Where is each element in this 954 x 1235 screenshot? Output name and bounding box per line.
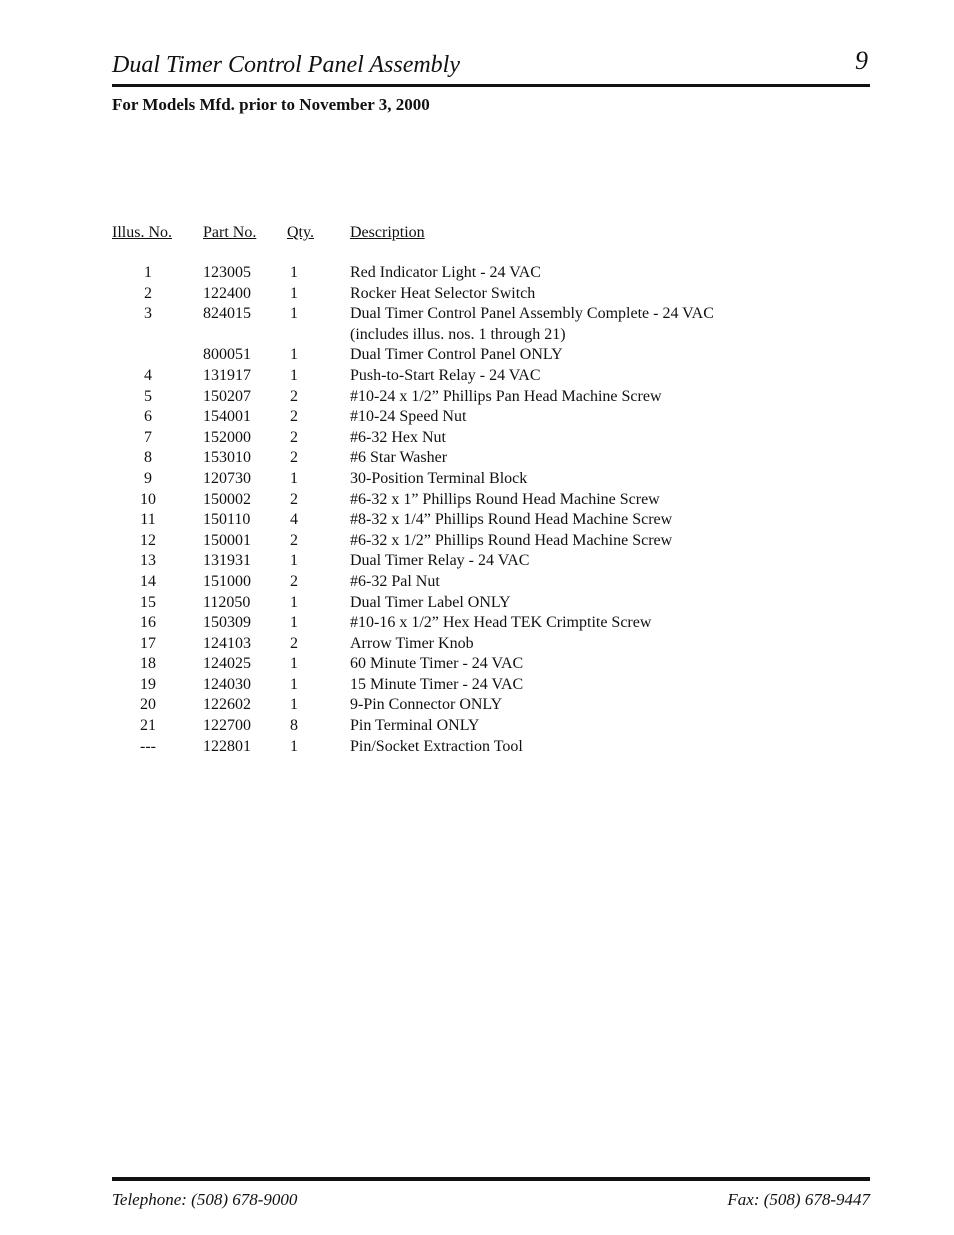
part-no-cell: 151000 xyxy=(203,572,251,590)
illus-no-cell: 2 xyxy=(144,284,152,302)
table-row xyxy=(112,675,792,696)
part-no-cell: 150002 xyxy=(203,490,251,508)
column-header-description: Description xyxy=(350,224,425,241)
description-line: 9-Pin Connector ONLY xyxy=(350,696,503,714)
description-line: 60 Minute Timer - 24 VAC xyxy=(350,655,524,673)
description-cell xyxy=(350,572,792,593)
part-no-cell: 122400 xyxy=(203,284,251,302)
qty-cell: 1 xyxy=(290,284,298,302)
illus-no-cell: 11 xyxy=(140,511,156,529)
description-line: #6 Star Washer xyxy=(350,449,448,467)
table-row xyxy=(112,572,792,593)
qty-cell: 4 xyxy=(290,511,298,529)
description-cell xyxy=(350,510,792,531)
table-row xyxy=(112,593,792,614)
description-line: (includes illus. nos. 1 through 21) xyxy=(350,325,566,343)
illus-no-cell: 12 xyxy=(140,531,156,549)
part-no-cell: 122801 xyxy=(203,737,251,755)
qty-cell: 1 xyxy=(290,366,298,384)
description-line: Red Indicator Light - 24 VAC xyxy=(350,264,541,281)
page-number: 9 xyxy=(855,46,868,75)
description-cell xyxy=(350,716,792,737)
illus-no-cell: 6 xyxy=(144,408,152,426)
illus-no-cell: 15 xyxy=(140,593,156,611)
illus-no-cell: 20 xyxy=(140,696,156,714)
table-row xyxy=(112,531,792,552)
qty-cell: 1 xyxy=(290,696,298,714)
table-row xyxy=(112,634,792,655)
description-cell xyxy=(350,428,792,449)
qty-cell: 2 xyxy=(290,572,298,590)
illus-no-cell: 4 xyxy=(144,366,152,384)
illus-no-cell: 8 xyxy=(144,449,152,467)
illus-no-cell: 7 xyxy=(144,428,152,446)
table-row xyxy=(112,428,792,449)
description-cell xyxy=(350,469,792,490)
part-no-cell: 131917 xyxy=(203,366,251,384)
qty-cell: 1 xyxy=(290,264,298,281)
part-no-cell: 150001 xyxy=(203,531,251,549)
qty-cell: 1 xyxy=(290,655,298,673)
table-row xyxy=(112,551,792,572)
parts-table xyxy=(112,222,792,757)
description-cell xyxy=(350,593,792,614)
table-row xyxy=(112,613,792,634)
description-line: #10-24 x 1/2” Phillips Pan Head Machine Screw xyxy=(350,387,662,405)
illus-no-cell: 18 xyxy=(140,655,156,673)
qty-cell: 2 xyxy=(290,408,298,426)
description-line: Pin Terminal ONLY xyxy=(350,717,480,735)
table-row xyxy=(112,490,792,511)
table-row xyxy=(112,737,792,758)
description-cell xyxy=(350,551,792,572)
qty-cell: 2 xyxy=(290,531,298,549)
illus-no-cell: 3 xyxy=(144,305,152,323)
part-no-cell: 131931 xyxy=(203,552,251,570)
illus-no-cell: 13 xyxy=(140,552,156,570)
description-cell xyxy=(350,407,792,428)
part-no-cell: 150110 xyxy=(203,511,251,529)
qty-cell: 2 xyxy=(290,490,298,508)
part-no-cell: 154001 xyxy=(203,408,251,426)
description-line: #10-24 Speed Nut xyxy=(350,408,467,426)
illus-no-cell: --- xyxy=(140,737,156,755)
description-line: Push-to-Start Relay - 24 VAC xyxy=(350,366,541,384)
part-no-cell: 800051 xyxy=(203,346,251,364)
qty-cell: 1 xyxy=(290,346,298,364)
header-divider xyxy=(112,84,870,87)
table-row xyxy=(112,469,792,490)
qty-cell: 1 xyxy=(290,552,298,570)
description-cell xyxy=(350,448,792,469)
description-line: 30-Position Terminal Block xyxy=(350,469,528,487)
table-row xyxy=(112,407,792,428)
description-cell xyxy=(350,531,792,552)
footer-divider xyxy=(112,1177,870,1181)
description-line: #6-32 x 1” Phillips Round Head Machine Screw xyxy=(350,490,660,508)
illus-no-cell: 14 xyxy=(140,572,156,590)
part-no-cell: 124025 xyxy=(203,655,251,673)
table-row xyxy=(112,654,792,675)
qty-cell: 1 xyxy=(290,593,298,611)
description-line: #6-32 x 1/2” Phillips Round Head Machine Screw xyxy=(350,531,673,549)
qty-cell: 2 xyxy=(290,387,298,405)
description-line: Dual Timer Label ONLY xyxy=(350,593,511,611)
column-header-illus-no: Illus. No. xyxy=(112,224,172,241)
table-row xyxy=(112,510,792,531)
description-line: #10-16 x 1/2” Hex Head TEK Crimptite Screw xyxy=(350,614,652,632)
description-cell xyxy=(350,284,792,305)
table-row xyxy=(112,263,792,284)
part-no-cell: 150207 xyxy=(203,387,251,405)
table-row xyxy=(112,284,792,305)
table-row xyxy=(112,448,792,469)
part-no-cell: 112050 xyxy=(203,593,251,611)
part-no-cell: 123005 xyxy=(203,264,251,281)
illus-no-cell: 17 xyxy=(140,634,156,652)
column-header-qty: Qty. xyxy=(287,224,314,241)
qty-cell: 1 xyxy=(290,305,298,323)
description-line: Arrow Timer Knob xyxy=(350,634,474,652)
part-no-cell: 124030 xyxy=(203,675,251,693)
description-cell xyxy=(350,490,792,511)
description-cell xyxy=(350,695,792,716)
illus-no-cell: 10 xyxy=(140,490,156,508)
qty-cell: 1 xyxy=(290,469,298,487)
description-cell xyxy=(350,345,792,366)
description-line: 15 Minute Timer - 24 VAC xyxy=(350,675,524,693)
illus-no-cell: 21 xyxy=(140,717,156,735)
qty-cell: 1 xyxy=(290,737,298,755)
table-row xyxy=(112,366,792,387)
part-no-cell: 124103 xyxy=(203,634,251,652)
description-line: #6-32 Hex Nut xyxy=(350,428,446,446)
description-line: Pin/Socket Extraction Tool xyxy=(350,737,523,755)
part-no-cell: 120730 xyxy=(203,469,251,487)
page-title: Dual Timer Control Panel Assembly xyxy=(112,52,460,78)
column-header-part-no: Part No. xyxy=(203,224,257,241)
description-line: #8-32 x 1/4” Phillips Round Head Machine Screw xyxy=(350,511,673,529)
table-row xyxy=(112,345,792,366)
table-row xyxy=(112,387,792,408)
description-line: Dual Timer Relay - 24 VAC xyxy=(350,552,530,570)
description-cell xyxy=(350,613,792,634)
part-no-cell: 824015 xyxy=(203,305,251,323)
table-header xyxy=(112,222,792,244)
table-body xyxy=(112,263,792,757)
footer-telephone: Telephone: (508) 678-9000 xyxy=(112,1190,298,1209)
qty-cell: 1 xyxy=(290,675,298,693)
description-cell xyxy=(350,263,792,284)
description-cell xyxy=(350,366,792,387)
table-row xyxy=(112,695,792,716)
part-no-cell: 153010 xyxy=(203,449,251,467)
description-line: Rocker Heat Selector Switch xyxy=(350,284,536,302)
qty-cell: 8 xyxy=(290,717,298,735)
illus-no-cell: 19 xyxy=(140,675,156,693)
qty-cell: 2 xyxy=(290,449,298,467)
description-line: #6-32 Pal Nut xyxy=(350,572,440,590)
illus-no-cell: 5 xyxy=(144,387,152,405)
qty-cell: 2 xyxy=(290,428,298,446)
part-no-cell: 122602 xyxy=(203,696,251,714)
table-row xyxy=(112,304,792,345)
description-cell xyxy=(350,387,792,408)
part-no-cell: 122700 xyxy=(203,717,251,735)
part-no-cell: 150309 xyxy=(203,614,251,632)
description-line: Dual Timer Control Panel ONLY xyxy=(350,346,563,364)
illus-no-cell: 9 xyxy=(144,469,152,487)
qty-cell: 1 xyxy=(290,614,298,632)
description-cell xyxy=(350,737,792,758)
description-line: Dual Timer Control Panel Assembly Complete - 24 VAC xyxy=(350,305,714,323)
description-cell xyxy=(350,634,792,655)
table-row xyxy=(112,716,792,737)
description-cell xyxy=(350,304,792,345)
description-cell xyxy=(350,654,792,675)
part-no-cell: 152000 xyxy=(203,428,251,446)
description-cell xyxy=(350,675,792,696)
models-subtitle: For Models Mfd. prior to November 3, 2000 xyxy=(112,95,430,114)
illus-no-cell: 1 xyxy=(144,264,152,281)
illus-no-cell: 16 xyxy=(140,614,156,632)
qty-cell: 2 xyxy=(290,634,298,652)
footer-fax: Fax: (508) 678-9447 xyxy=(727,1190,870,1209)
